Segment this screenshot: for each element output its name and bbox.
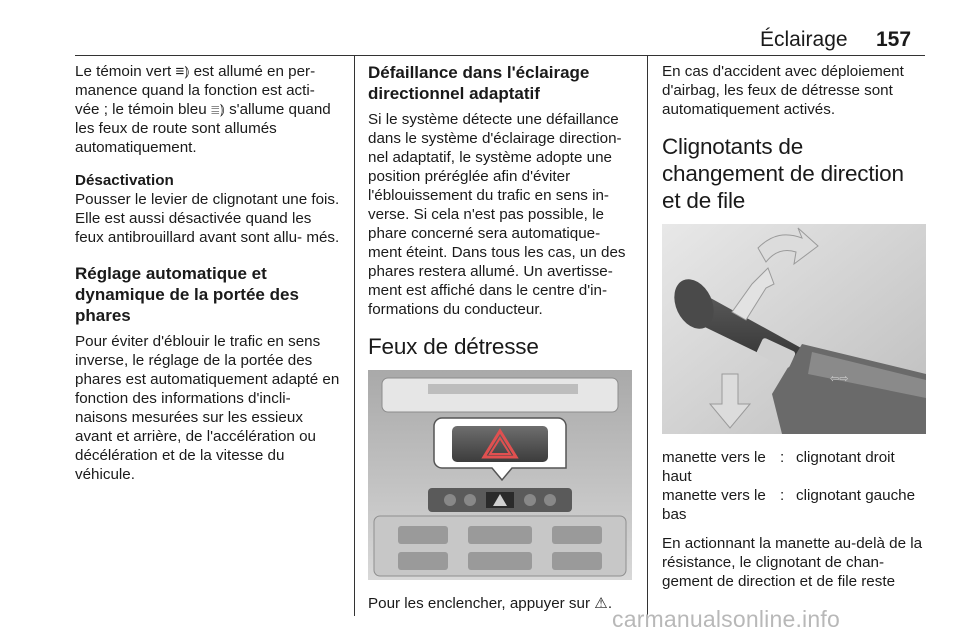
hazard-paragraph: Pour les enclencher, appuyer sur ⚠. <box>368 595 613 612</box>
column-right <box>662 62 926 601</box>
range-adjust-paragraph: Pour éviter d'éblouir le trafic en sens inverse, le réglage de la portée des phares est automatiquement adapté en fonction des informations d'incli- naisons mesurées sur les essieux avant et arrière, de l'accélération ou décélération et de la vitesse du véhicule. <box>75 333 340 483</box>
table-row <box>662 448 926 486</box>
table-definition: clignotant gauche <box>796 487 916 504</box>
column-left <box>75 62 341 494</box>
hazard-heading: Feux de détresse <box>368 334 539 359</box>
table-term: manette vers le bas <box>662 487 766 523</box>
hazard-switch-illustration <box>368 370 632 580</box>
turn-signal-heading: Clignotants de changement de direction et de file <box>662 134 904 213</box>
table-row <box>662 486 926 524</box>
column-divider-right <box>647 56 648 616</box>
column-divider-left <box>354 56 355 616</box>
range-adjust-heading: Réglage automatique et dynamique de la portée des phares <box>75 264 299 325</box>
failure-heading: Défaillance dans l'éclairage directionnel adaptatif <box>368 63 590 103</box>
lever-direction-table <box>662 448 926 524</box>
accident-paragraph: En cas d'accident avec déploiement d'airbag, les feux de détresse sont automatiquement activés. <box>662 63 904 118</box>
failure-paragraph: Si le système détecte une défaillance dans le système d'éclairage direction- nel adaptatif, le système adopte une position préréglée afin d'éviter l'éblouissement du trafic en sens in- verse. Si cela n'est pas possible, le phare concerné sera automatique- ment éteint. Dans tous les cas, un des phares restera allumé. Un avertisse- ment est affiché dans le centre d'in- formations du conducteur. <box>368 111 626 318</box>
column-middle <box>368 62 634 623</box>
deactivation-paragraph: Pousser le levier de clignotant une fois. Elle est aussi désactivée quand les feux antibrouillard avant sont allu- més. <box>75 191 340 246</box>
header-rule <box>75 55 925 56</box>
turn-lever-image <box>662 224 926 434</box>
table-term: manette vers le haut <box>662 449 766 485</box>
watermark: carmanualsonline.info <box>612 606 840 632</box>
deactivation-heading: Désactivation <box>75 172 174 189</box>
table-separator: : <box>780 487 785 504</box>
page-header-title: Éclairage <box>760 28 848 51</box>
hazard-switch-image <box>368 370 632 580</box>
page-number: 157 <box>876 28 912 51</box>
resistance-paragraph: En actionnant la manette au-delà de la résistance, le clignotant de chan- gement de direction et de file reste <box>662 535 923 590</box>
indicator-paragraph: Le témoin vert ≡⦆ est allumé en per- manence quand la fonction est acti- vée ; le témoin bleu ≣⦆ s'allume quand les feux de route sont allumés automatiquement. <box>75 63 331 156</box>
table-definition: clignotant droit <box>796 449 895 466</box>
svg-text:⇦⇨: ⇦⇨ <box>830 372 849 385</box>
table-separator: : <box>780 449 785 466</box>
turn-lever-illustration <box>662 224 926 434</box>
